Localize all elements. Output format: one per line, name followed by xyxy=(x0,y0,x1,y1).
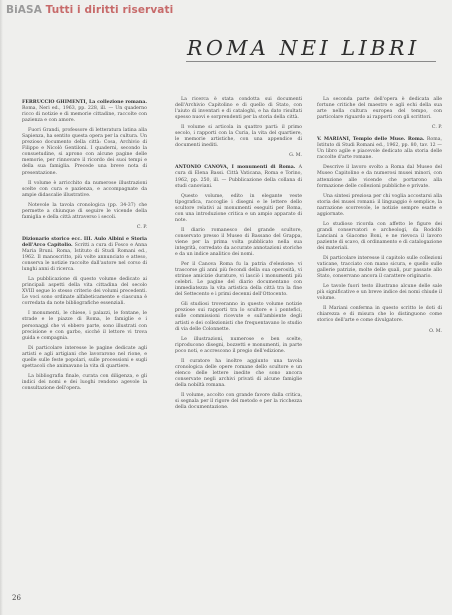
review-paragraph xyxy=(22,237,147,273)
review-text: Il curatore ha inoltre aggiunto una tavola cronologica delle opere romane dello scultore e un elenco delle lettere inedite che sono ancora conservate negli archivi privati di alcune famiglie della nobiltà romana. xyxy=(175,358,302,388)
page-number: 26 xyxy=(12,594,21,602)
review-text: Le illustrazioni, numerose e ben scelte, riproducono disegni, bozzetti e monumenti, in parte poco noti, e accrescono il pregio dell'edizione. xyxy=(175,336,302,354)
review-text: La seconda parte dell'opera è dedicata alle fortune critiche del maestro e agli echi della sua arte nella cultura europea del tempo, con particolare riguardo ai rapporti con gli scrittori. xyxy=(317,97,442,121)
review-heading: Dizionario storico ecc. III. Aulo Albini e Storia dell'Arco Capitolio. xyxy=(22,236,147,248)
review-text: Fuori Grandi, professore di letteratura latina alla Sapienza, ha sentito questa opera per la cultura. Un prezioso documento della città: Cosa, Archivio di Filippo e Nicolò Gentiloni. I quaderni, secondo la consuetudine, si aprono con alcune pagine delle memorie, per rinnovare il ricordo dei suoi tempi e della sua famiglia. Precede una breve nota di presentazione. xyxy=(22,128,147,176)
review-paragraph xyxy=(22,374,147,392)
watermark-brand: BiASA xyxy=(6,4,42,16)
review-text: Lo studioso ricorda con affetto le figure dei grandi conservatori e archeologi, da Rodolfo Lanciani a Giacomo Boni, e ne rievoca il lavoro paziente di scavo, di ordinamento e di catalogazione dei materiali. xyxy=(317,221,442,251)
review-paragraph xyxy=(175,97,302,121)
review-paragraph xyxy=(22,346,147,370)
review-paragraph xyxy=(317,165,442,189)
review-text: La ricerca è stata condotta sui documenti dell'Archivio Capitolino e di quello di Stato, con l'aiuto di inventari e di cataloghi, e ha dato risultati spesso nuovi e sorprendenti per la storia della città. xyxy=(175,97,302,121)
review-paragraph xyxy=(317,97,442,121)
review-text: Il volume si articola in quattro parti: il primo secolo, i rapporti con la Curia, la vita del quartiere, le memorie artistiche, con una appendice di documenti inediti. xyxy=(175,125,302,149)
review-text: Notevole la tavola cronologica (pp. 34-37) che permette a chiunque di seguire le vicende della famiglia e della città attraverso i secoli. xyxy=(22,202,147,220)
reviewer-signature: C. P. xyxy=(136,224,147,230)
review-paragraph xyxy=(22,203,147,221)
review-heading: V. MARIANI, Tempio delle Muse. Roma. xyxy=(317,137,427,143)
review-paragraph xyxy=(317,194,442,218)
review-heading: FERRUCCIO GHIMENTI, La collezione romana. xyxy=(22,100,147,105)
review-paragraph xyxy=(175,337,302,355)
review-paragraph xyxy=(175,359,302,389)
review-text: Le tavole fuori testo illustrano alcune delle sale più significative e un breve indice dei nomi chiude il volume. xyxy=(317,284,442,302)
review-text: A cura di Elena Bassi. Città Vaticana, Roma e Torino, 1962, pp. 250, ill. — Pubblicazione della collana di studi canoviani. xyxy=(175,165,302,189)
review-text: Di particolare interesse le pagine dedicate agli artisti e agli artigiani che lavorarono nel rione, e quelle sulle feste popolari, sulle processioni e sugli spettacoli che animavano la vita di quartiere. xyxy=(22,345,147,369)
review-paragraph xyxy=(175,194,302,224)
review-text: Il volume, accolto con grande favore dalla critica, si segnala per il rigore del metodo e per la ricchezza della documentazione. xyxy=(175,392,302,411)
watermark xyxy=(6,4,173,16)
review-text: Questo volume, edito in elegante veste tipografica, raccoglie i disegni e le lettere dello scultore relativi ai monumenti eseguiti per Roma, con una introduzione critica e un ampio apparato di note. xyxy=(175,193,302,223)
review-text: Il volume è arricchito da numerose illustrazioni scelte con cura e pazienza, e accompagnate da ampie didascalie illustrative. xyxy=(22,180,147,198)
review-text: Roma, Neri ed., 1963, pp. 228, ill. — Un quaderno ricco di notizie e di memorie cittadine, raccolte con pazienza e con amore. xyxy=(22,106,147,124)
column-right xyxy=(317,97,442,341)
section-title: ROMA NEI LIBRI xyxy=(187,36,420,60)
review-paragraph xyxy=(175,125,302,149)
review-paragraph xyxy=(317,256,442,280)
reviewer-signature: C. P. xyxy=(431,125,442,131)
review-text: Di particolare interesse il capitolo sulle collezioni vaticane, tracciato con mano sicura, e quello sulle gallerie patrizie, molte delle quali, pur passate allo Stato, conservano ancora il carattere originario. xyxy=(317,256,442,280)
review-paragraph xyxy=(175,262,302,298)
watermark-rights: Tutti i diritti riservati xyxy=(41,4,174,16)
review-text: Il diario romanesco del grande scultore, conservato presso il Museo di Bassano del Grappa, viene per la prima volta pubblicato nella sua integrità, corredato da accurate annotazioni storiche e da un indice analitico dei nomi. xyxy=(175,227,302,258)
review-text: Il Mariani conferma in questo scritto le doti di chiarezza e di misura che lo distinguono come storico dell'arte e come divulgatore. xyxy=(317,306,442,324)
review-paragraph xyxy=(175,393,302,411)
review-paragraph xyxy=(22,277,147,307)
review-paragraph xyxy=(317,306,442,324)
review-text: La bibliografia finale, curata con diligenza, e gli indici dei nomi e dei luoghi rendono agevole la consultazione dell'opera. xyxy=(22,373,147,391)
review-paragraph xyxy=(22,100,147,124)
review-text: Scritti a cura di Fosco e Anna Maria Bruni. Roma, Istituto di Studi Romani ed., 1962. Il manoscritto, più volte annunciato e atteso, conserva le notizie raccolte dall'autore nel corso di lunghi anni di ricerca. xyxy=(22,242,148,273)
review-paragraph xyxy=(317,137,442,161)
title-rule xyxy=(186,61,436,62)
review-text: Per il Canova Roma fu la patria d'elezione: vi trascorse gli anni più fecondi della sua operosità, vi strinse amicizie durature, vi lasciò i monumenti più celebri. Le pagine del diario documentano con immediatezza la vita artistica della città tra la fine del Settecento e i primi decenni dell'Ottocento. xyxy=(175,262,302,298)
review-paragraph xyxy=(175,302,302,332)
review-paragraph xyxy=(317,222,442,252)
scan-edge-shadow xyxy=(0,0,3,615)
review-paragraph xyxy=(175,165,302,189)
reviewer-signature: O. M. xyxy=(429,328,442,334)
column-left xyxy=(22,100,147,396)
review-text: Roma, Istituto di Studi Romani ed., 1962, pp. 80, tav. 12 — Un libro agile e piacevole dedicato alla storia delle raccolte d'arte romane. xyxy=(317,137,442,161)
review-text: Descrive il lavoro svolto a Roma dal Museo del Museo Capitolino e da numerosi musei minori, con attenzione alle vicende che portarono alla formazione delle collezioni pubbliche e private. xyxy=(317,165,442,189)
review-paragraph xyxy=(22,128,147,176)
review-text: Una sintesi preziosa per chi voglia accostarsi alla storia dei musei romani: il linguaggio è semplice, la narrazione scorrevole, le notizie sempre esatte e aggiornate. xyxy=(317,193,442,217)
review-heading: ANTONIO CANOVA, I monumenti di Roma. xyxy=(175,165,299,171)
reviewer-signature: G. M. xyxy=(289,153,302,159)
review-text: La pubblicazione di questo volume dedicato ai principali aspetti della vita cittadina del secolo XVIII segue lo stesso criterio dei volumi precedenti. Le voci sono ordinate alfabeticamente e ciascuna è corredata da note bibliografiche essenziali. xyxy=(22,277,147,307)
review-paragraph xyxy=(175,228,302,258)
review-paragraph xyxy=(22,181,147,199)
review-paragraph xyxy=(22,311,147,341)
column-middle xyxy=(175,97,302,415)
review-text: I monumenti, le chiese, i palazzi, le fontane, le strade e le piazze di Roma, le famiglie e i personaggi che vi ebbero parte, sono illustrati con precisione e con garbo, sicché il lettore vi trova guida e compagnia. xyxy=(22,311,147,341)
review-text: Gli studiosi troveranno in questo volume notizie preziose sui rapporti tra lo scultore e i pontefici, sulle commissioni ricevute e sull'ambiente degli artisti e dei collezionisti che frequentavano lo studio di via delle Colonnette. xyxy=(175,302,302,332)
review-paragraph xyxy=(317,284,442,302)
